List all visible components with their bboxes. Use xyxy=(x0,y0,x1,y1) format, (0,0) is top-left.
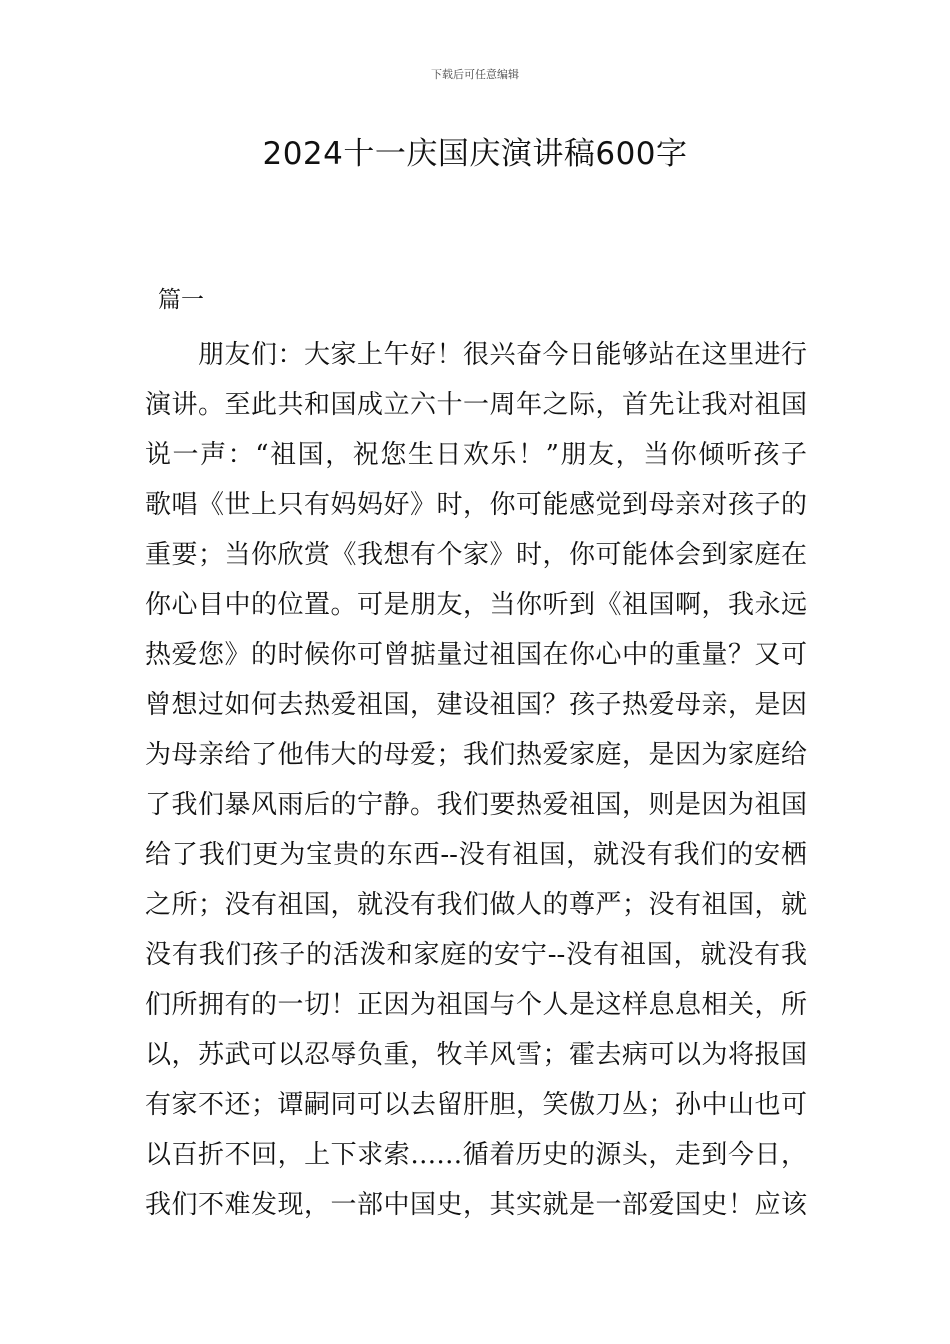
text-line: 演讲。至此共和国成立六十一周年之际，首先让我对祖国 xyxy=(145,390,807,420)
text-line: 热爱您》的时候你可曾掂量过祖国在你心中的重量？又可 xyxy=(145,640,807,670)
text-line: 以百折不回，上下求索……循着历史的源头，走到今日， xyxy=(145,1140,807,1170)
text-line: 们所拥有的一切！正因为祖国与个人是这样息息相关，所 xyxy=(145,990,807,1020)
text-line: 我们不难发现，一部中国史，其实就是一部爱国史！应该 xyxy=(145,1190,807,1220)
text-line: 有家不还；谭嗣同可以去留肝胆，笑傲刀丛；孙中山也可 xyxy=(145,1090,807,1120)
speech-body xyxy=(145,330,807,1230)
text-line: 歌唱《世上只有妈妈好》时，你可能感觉到母亲对孩子的 xyxy=(145,490,807,520)
text-line: 了我们暴风雨后的宁静。我们要热爱祖国，则是因为祖国 xyxy=(145,790,807,820)
text-line: 给了我们更为宝贵的东西--没有祖国，就没有我们的安栖 xyxy=(145,840,807,870)
text-line: 你心目中的位置。可是朋友，当你听到《祖国啊，我永远 xyxy=(145,590,807,620)
text-line: 以，苏武可以忍辱负重，牧羊风雪；霍去病可以为将报国 xyxy=(145,1040,807,1070)
text-line: 没有我们孩子的活泼和家庭的安宁--没有祖国，就没有我 xyxy=(145,940,807,970)
text-line: 说一声：“祖国，祝您生日欢乐！”朋友，当你倾听孩子 xyxy=(145,440,807,470)
text-line: 曾想过如何去热爱祖国，建设祖国？孩子热爱母亲，是因 xyxy=(145,690,807,720)
section-label: 篇一 xyxy=(158,287,204,313)
header-note: 下载后可任意编辑 xyxy=(431,68,519,81)
text-line: 朋友们：大家上午好！很兴奋今日能够站在这里进行 xyxy=(198,340,807,370)
document-title: 2024十一庆国庆演讲稿600字 xyxy=(262,136,688,172)
text-line: 之所；没有祖国，就没有我们做人的尊严；没有祖国，就 xyxy=(145,890,807,920)
text-line: 为母亲给了他伟大的母爱；我们热爱家庭，是因为家庭给 xyxy=(145,740,807,770)
text-line: 重要；当你欣赏《我想有个家》时，你可能体会到家庭在 xyxy=(145,540,807,570)
